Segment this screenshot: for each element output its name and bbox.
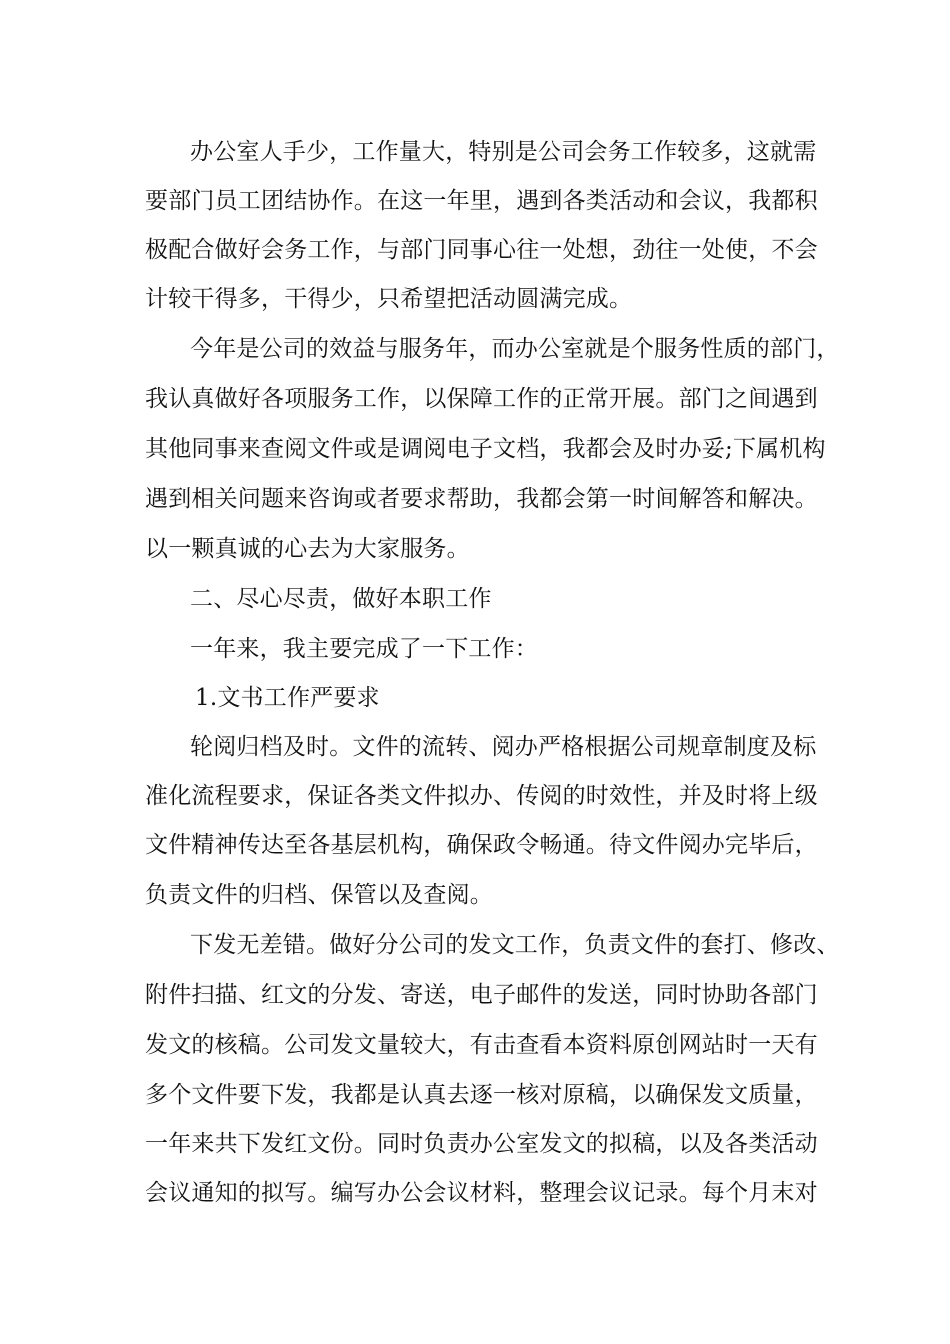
paragraph-line: 极配合做好会务工作，与部门同事心往一处想，劲往一处使，不会 (145, 237, 818, 263)
paragraph-line: 附件扫描、红文的分发、寄送，电子邮件的发送，同时协助各部门 (145, 982, 818, 1008)
paragraph-line: 一年来，我主要完成了一下工作： (190, 636, 538, 662)
section-heading: 二、尽心尽责，做好本职工作 (190, 586, 492, 612)
paragraph-line: 会议通知的拟写。编写办公会议材料，整理会议记录。每个月末对 (145, 1180, 818, 1206)
paragraph-line: 多个文件要下发，我都是认真去逐一核对原稿，以确保发文质量， (145, 1082, 818, 1108)
paragraph-line: 办公室人手少，工作量大，特别是公司会务工作较多，这就需 (190, 139, 817, 165)
paragraph-line: 负责文件的归档、保管以及查阅。 (145, 882, 493, 908)
paragraph-line: 今年是公司的效益与服务年，而办公室就是个服务性质的部门， (190, 336, 840, 362)
paragraph-line: 遇到相关问题来咨询或者要求帮助，我都会第一时间解答和解决。 (145, 486, 818, 512)
paragraph-line: 要部门员工团结协作。在这一年里，遇到各类活动和会议，我都积 (145, 188, 818, 214)
paragraph-line: 轮阅归档及时。文件的流转、阅办严格根据公司规章制度及标 (190, 734, 817, 760)
paragraph-line: 其他同事来查阅文件或是调阅电子文档，我都会及时办妥;下属机构 (145, 436, 826, 462)
paragraph-line: 准化流程要求，保证各类文件拟办、传阅的时效性，并及时将上级 (145, 783, 818, 809)
paragraph-line: 计较干得多，干得少，只希望把活动圆满完成。 (145, 286, 633, 312)
paragraph-line: 下发无差错。做好分公司的发文工作，负责文件的套打、修改、 (190, 932, 840, 958)
paragraph-line: 以一颗真诚的心去为大家服务。 (145, 536, 470, 562)
paragraph-line: 文件精神传达至各基层机构，确保政令畅通。待文件阅办完毕后， (145, 832, 818, 858)
paragraph-line: 我认真做好各项服务工作，以保障工作的正常开展。部门之间遇到 (145, 386, 818, 412)
subsection-heading: 1.文书工作严要求 (195, 685, 380, 711)
paragraph-line: 发文的核稿。公司发文量较大，有击查看本资料原创网站时一天有 (145, 1032, 818, 1058)
paragraph-line: 一年来共下发红文份。同时负责办公室发文的拟稿，以及各类活动 (145, 1131, 818, 1157)
